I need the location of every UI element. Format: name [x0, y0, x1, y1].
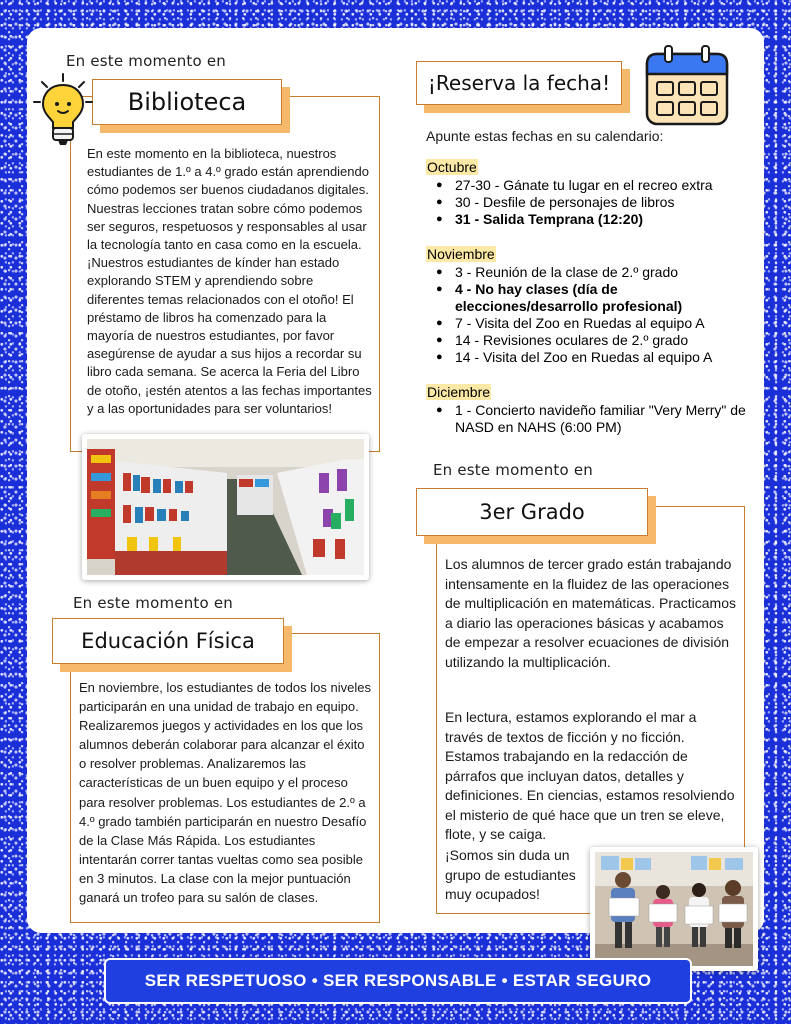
dates-section — [426, 127, 756, 436]
library-photo — [82, 434, 369, 580]
month-december: Diciembre — [427, 383, 491, 400]
lightbulb-icon — [32, 72, 94, 148]
month-november: Noviembre — [427, 245, 495, 262]
list-item: ● 27-30 - Gánate tu lugar en el recreo extra — [436, 177, 756, 194]
list-item: ● 1 - Concierto navideño familiar "Very Merry" de NASD en NAHS (6:00 PM) — [436, 402, 746, 436]
list-item: ● 7 - Visita del Zoo en Ruedas al equipo A — [436, 315, 756, 332]
list-item: ● 4 - No hay clases (día de elecciones/desarrollo profesional) — [436, 281, 726, 315]
dates-intro: Apunte estas fechas en su calendario: — [426, 128, 664, 144]
list-item: ● 14 - Revisiones oculares de 2.º grado — [436, 332, 756, 349]
list-item: ● 14 - Visita del Zoo en Ruedas al equipo A — [436, 349, 756, 366]
october-list — [436, 177, 756, 228]
december-list — [436, 402, 756, 436]
third-para-2: En lectura, estamos explorando el mar a través de textos de ficción y no ficción. Estamos trabajando en la redacción de párrafos que incluyan datos, detalles y definiciones. En ciencias, estamos resolviendo el misterio de qué hace que un tren se eleve, flote, y se caiga. — [445, 709, 735, 842]
library-shelves-image — [87, 439, 364, 575]
library-title: Biblioteca — [92, 79, 282, 125]
pe-kicker: En este momento en — [73, 594, 233, 612]
third-para-3-line-1: ¡Somos sin duda un — [445, 847, 570, 863]
library-body: En este momento en la biblioteca, nuestros estudiantes de 1.º a 4.º grado están aprendiendo cómo podemos ser buenos ciudadanos digitales. Nuestras lecciones tratan sobre cómo podemos ser seguros, respetuosos y responsables al usar la tecnología tanto en casa como en la escuela. ¡Nuestros estudiantes de kínder han estado explorando STEM y aprendiendo sobre diferentes temas relacionados con el otoño! El préstamo de libros ha comenzado para la mayoría de nuestros estudiantes, por favor asegúrense de ayudar a sus hijos a recordar su libro cada semana. Se acerca la Feria del Libro de otoño, ¡estén atentos a las fechas importantes y a las oportunidades para ser voluntarios! — [87, 146, 372, 416]
list-item: ● 30 - Desfile de personajes de libros — [436, 194, 756, 211]
dates-title: ¡Reserva la fecha! — [416, 61, 622, 105]
motto-banner: SER RESPETUOSO • SER RESPONSABLE • ESTAR SEGURO — [104, 958, 692, 1004]
third-kicker: En este momento en — [433, 461, 593, 479]
third-grade-photo — [590, 847, 758, 971]
third-para-3-line-2: grupo de estudiantes — [445, 866, 576, 883]
month-october: Octubre — [427, 158, 477, 175]
november-list — [436, 264, 756, 366]
third-para-3-line-3: muy ocupados! — [445, 886, 540, 902]
third-para-3 — [445, 846, 605, 905]
pe-title: Educación Física — [52, 618, 284, 664]
third-title: 3er Grado — [416, 488, 648, 536]
list-item: ● 31 - Salida Temprana (12:20) — [436, 211, 756, 228]
pe-body: En noviembre, los estudiantes de todos los niveles participarán en una unidad de trabajo en equipo. Realizaremos juegos y actividades en los que los alumnos deberán colaborar para alcanzar el éxito o resolver problemas. Analizaremos las características de un buen equipo y el proceso para resolver problemas. Los estudiantes de 2.º a 4.º grado también participarán en nuestro Desafío de la Clase Más Rápida. Los estudiantes intentarán correr tantas vueltas como sea posible en 3 minutos. La clase con la mejor puntuación ganará un trofeo para su salón de clases. — [79, 680, 371, 906]
list-item: ● 3 - Reunión de la clase de 2.º grado — [436, 264, 756, 281]
library-kicker: En este momento en — [66, 52, 226, 70]
students-image — [595, 852, 753, 966]
calendar-icon — [643, 44, 731, 128]
third-para-1: Los alumnos de tercer grado están trabajando intensamente en la fluidez de las operaciones de multiplicación en matemáticas. Practicamos a diario las operaciones básicas y acabamos de empezar a resolver ecuaciones de división utilizando la multiplicación. — [445, 556, 737, 670]
